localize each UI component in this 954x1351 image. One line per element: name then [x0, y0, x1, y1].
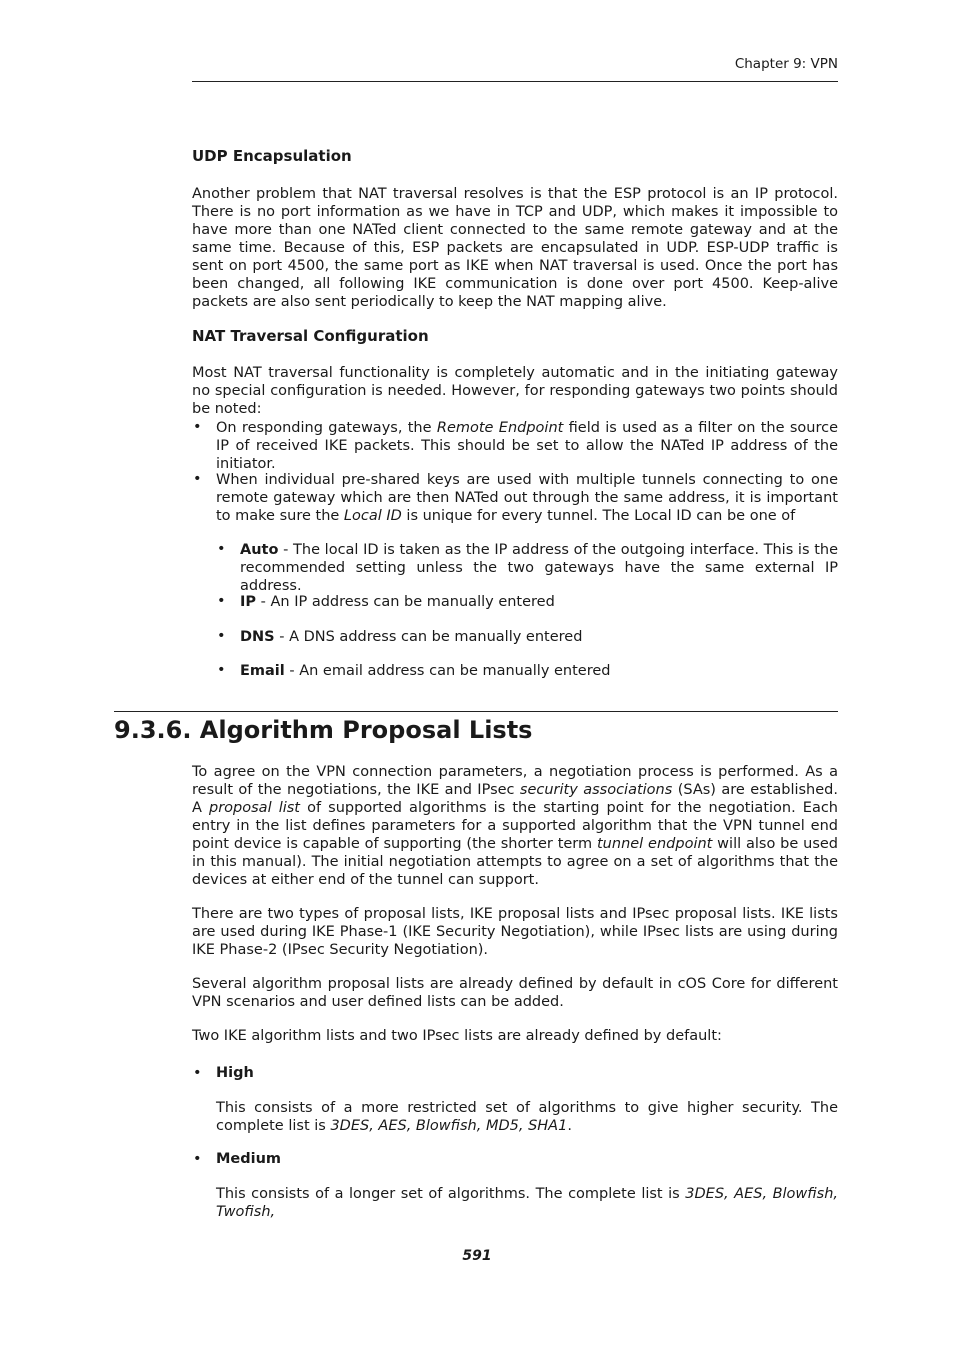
chapter-label: Chapter 9: VPN [734, 56, 838, 72]
section-divider [114, 711, 838, 712]
text-span: - An email address can be manually entered [284, 663, 611, 679]
localid-ip [240, 593, 838, 611]
emphasis: security associations [519, 782, 673, 798]
text-span: field is used as a filter on the source IP of received IKE packets. This should be set to allow the NATed IP address of the initiator. [216, 420, 838, 472]
term: DNS [240, 629, 275, 645]
text-span: . [567, 1118, 572, 1134]
natcfg-bullet-1 [216, 419, 838, 473]
udp-body: Another problem that NAT traversal resolves is that the ESP protocol is an IP protocol. There is no port information as we have in TCP and UDP, which makes it impossible to have more than one NATed client connected to the same remote gateway and at the same time. Because of this, ESP packets are encapsulated in UDP. ESP-UDP traffic is sent on port 4500, the same port as IKE when NAT traversal is used. Once the port has been changed, all following IKE communication is done over port 4500. Keep-alive packets are also sent periodically to keep the NAT mapping alive. [192, 186, 838, 310]
natcfg-heading: NAT Traversal Configuration [192, 327, 429, 345]
bullet-mark: • [217, 541, 226, 557]
emphasis: 3DES, AES, Blowfish, Twofish, [216, 1186, 839, 1220]
section-para-3: Several algorithm proposal lists are already defined by default in cOS Core for different VPN scenarios and user defined lists can be added. [192, 976, 838, 1010]
emphasis: Local ID [343, 508, 402, 524]
text-span: When individual pre-shared keys are used with multiple tunnels connecting to one remote gateway which are then NATed out through the same address, it is important to make sure the [216, 472, 838, 524]
emphasis: proposal list [209, 800, 300, 816]
term: Email [240, 663, 285, 679]
section-para-1 [192, 763, 838, 889]
text-span: (SAs) are established. A [192, 782, 838, 816]
text-span: - A DNS address can be manually entered [274, 629, 583, 645]
natcfg-intro: Most NAT traversal functionality is completely automatic and in the initiating gateway no special configuration is needed. However, for responding gateways two points should be noted: [192, 365, 838, 417]
term: High [216, 1065, 254, 1081]
text-span: To agree on the VPN connection parameters, a negotiation process is performed. As a result of the negotiations, the IKE and IPsec [192, 764, 838, 798]
bullet-mark: • [193, 1065, 202, 1081]
term: IP [240, 594, 257, 610]
section-para-2: There are two types of proposal lists, IKE proposal lists and IPsec proposal lists. IKE lists are used during IKE Phase-1 (IKE Security Negotiation), while IPsec lists are using during IKE Phase-2 (IPsec Security Negotiation). [192, 906, 838, 958]
natcfg-bullet-2 [216, 471, 838, 525]
emphasis: 3DES, AES, Blowfish, MD5, SHA1 [330, 1118, 568, 1134]
text-span: of supported algorithms is the starting point for the negotiation. Each entry in the list defines parameters for a supported algorithm that the VPN tunnel end point device is capable of supporting (the shorter term [192, 800, 838, 852]
page-number: 591 [462, 1248, 492, 1264]
text-span: This consists of a longer set of algorithms. The complete list is [216, 1186, 686, 1202]
bullet-mark: • [217, 593, 226, 609]
section-title: 9.3.6. Algorithm Proposal Lists [114, 716, 533, 744]
emphasis: tunnel endpoint [597, 836, 713, 852]
localid-auto [240, 541, 838, 595]
bullet-mark: • [193, 1151, 202, 1167]
bullet-mark: • [217, 628, 226, 644]
list-high-desc [216, 1099, 838, 1135]
term: Medium [216, 1151, 282, 1167]
list-medium-desc [216, 1185, 838, 1221]
localid-dns [240, 628, 838, 646]
bullet-mark: • [193, 419, 202, 435]
bullet-mark: • [193, 471, 202, 487]
localid-email [240, 662, 838, 680]
list-high-term [216, 1065, 254, 1081]
section-para-4: Two IKE algorithm lists and two IPsec lists are already defined by default: [192, 1028, 722, 1044]
term: Auto [240, 542, 279, 558]
text-span: On responding gateways, the [216, 420, 437, 436]
text-span: is unique for every tunnel. The Local ID can be one of [401, 508, 796, 524]
text-span: will also be used in this manual). The initial negotiation attempts to agree on a set of algorithms that the devices at either end of the tunnel can support. [192, 836, 838, 888]
page-header [192, 56, 838, 82]
emphasis: Remote Endpoint [436, 420, 564, 436]
bullet-mark: • [217, 662, 226, 678]
text-span: This consists of a more restricted set of algorithms to give higher security. The complete list is [216, 1100, 838, 1134]
list-medium-term [216, 1151, 281, 1167]
text-span: - The local ID is taken as the IP address of the outgoing interface. This is the recommended setting unless the two gateways have the same external IP address. [240, 542, 838, 594]
text-span: - An IP address can be manually entered [256, 594, 555, 610]
udp-heading: UDP Encapsulation [192, 147, 352, 165]
